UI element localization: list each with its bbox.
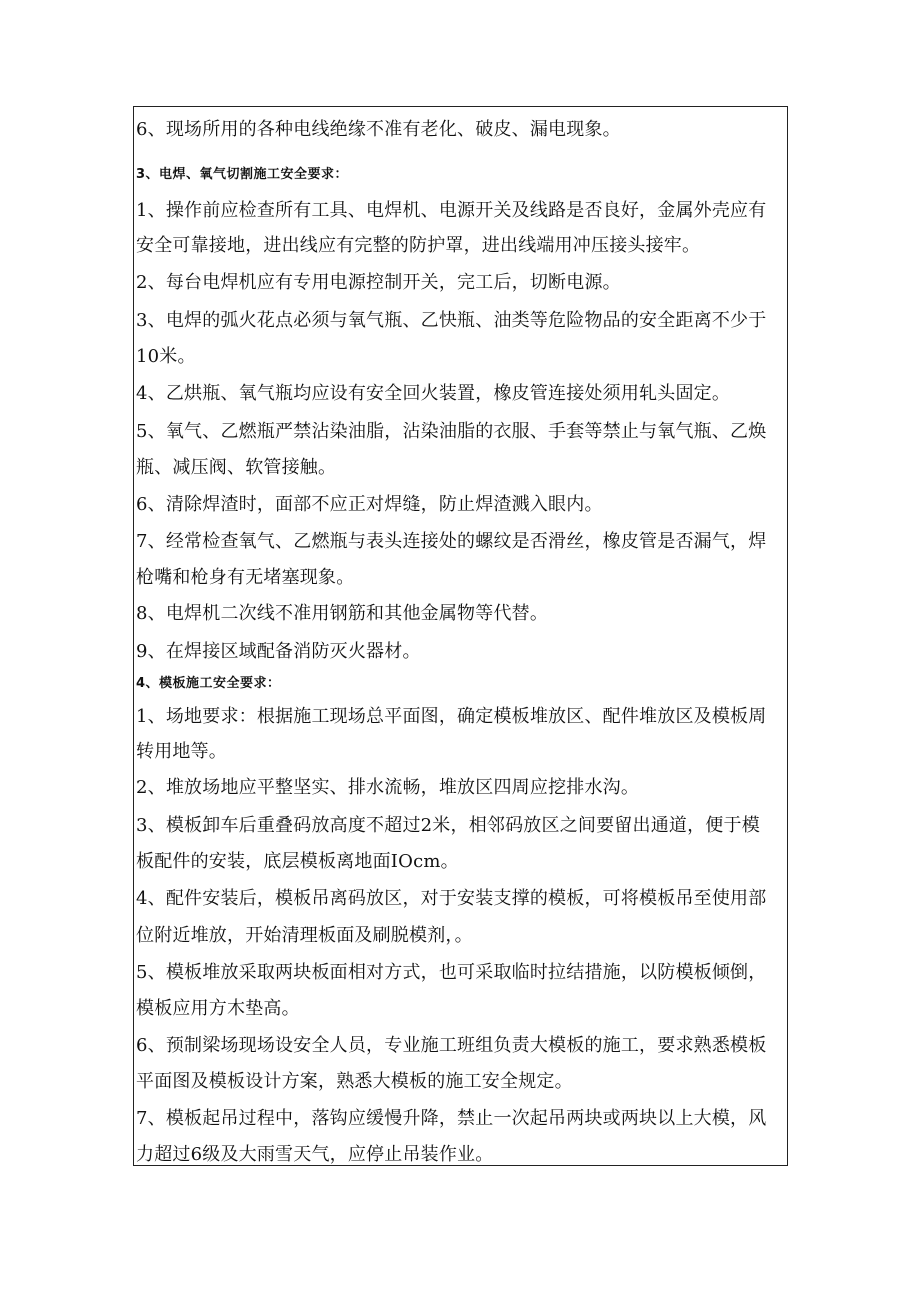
text-line: 安全可靠接地，进出线应有完整的防护罩，进出线端用冲压接头接牢。 xyxy=(136,235,701,256)
text-line: 3、电焊的弧火花点必须与氧气瓶、乙快瓶、油类等危险物品的安全距离不少于 xyxy=(136,310,767,331)
section-heading: 4、模板施工安全要求： xyxy=(136,676,281,691)
text-line: 位附近堆放，开始清理板面及刷脱模剂，。 xyxy=(136,925,473,946)
text-line: 1、场地要求：根据施工现场总平面图，确定模板堆放区、配件堆放区及模板周 xyxy=(136,706,767,727)
text-line: 8、电焊机二次线不准用钢筋和其他金属物等代替。 xyxy=(136,603,549,624)
text-line: 枪嘴和枪身有无堵塞现象。 xyxy=(136,567,355,588)
text-line: 7、模板起吊过程中，落钩应缓慢升降，禁止一次起吊两块或两块以上大模，风 xyxy=(136,1108,767,1129)
text-line: 1、操作前应检查所有工具、电焊机、电源开关及线路是否良好，金属外壳应有 xyxy=(136,200,767,221)
text-line: 3、模板卸车后重叠码放高度不超过2米，相邻码放区之间要留出通道，便于模 xyxy=(136,815,760,836)
text-line: 5、模板堆放采取两块板面相对方式，也可采取临时拉结措施，以防模板倾倒， xyxy=(136,962,767,983)
text-line: 6、预制梁场现场设安全人员，专业施工班组负责大模板的施工，要求熟悉模板 xyxy=(136,1035,767,1056)
text-line: 4、乙烘瓶、氧气瓶均应设有安全回火装置，橡皮管连接处须用轧头固定。 xyxy=(136,383,731,404)
text-line: 9、在焊接区域配备消防灭火器材。 xyxy=(136,641,421,662)
text-line: 2、堆放场地应平整坚实、排水流畅，堆放区四周应挖排水沟。 xyxy=(136,777,640,798)
text-line: 力超过6级及大雨雪天气，应停止吊装作业。 xyxy=(136,1144,494,1165)
text-line: 5、氧气、乙燃瓶严禁沾染油脂，沾染油脂的衣服、手套等禁止与氧气瓶、乙焕 xyxy=(136,421,767,442)
text-line: 10米。 xyxy=(136,346,196,367)
section-heading: 3、电焊、氧气切割施工安全要求： xyxy=(136,167,349,182)
text-line: 6、清除焊渣时，面部不应正对焊缝，防止焊渣溅入眼内。 xyxy=(136,494,603,515)
text-line: 7、经常检查氧气、乙燃瓶与表头连接处的螺纹是否滑丝，橡皮管是否漏气，焊 xyxy=(136,531,767,552)
text-line: 4、配件安装后，模板吊离码放区，对于安装支撑的模板，可将模板吊至使用部 xyxy=(136,888,767,909)
text-line: 转用地等。 xyxy=(136,741,227,762)
text-line: 6、现场所用的各种电线绝缘不准有老化、破皮、漏电现象。 xyxy=(136,119,621,140)
text-line: 平面图及模板设计方案，熟悉大模板的施工安全规定。 xyxy=(136,1071,573,1092)
text-line: 板配件的安装，底层模板离地面IOcm。 xyxy=(136,851,459,872)
text-line: 瓶、减压阀、软管接触。 xyxy=(136,457,337,478)
text-line: 2、每台电焊机应有专用电源控制开关，完工后，切断电源。 xyxy=(136,272,621,293)
text-line: 模板应用方木垫高。 xyxy=(136,998,300,1019)
